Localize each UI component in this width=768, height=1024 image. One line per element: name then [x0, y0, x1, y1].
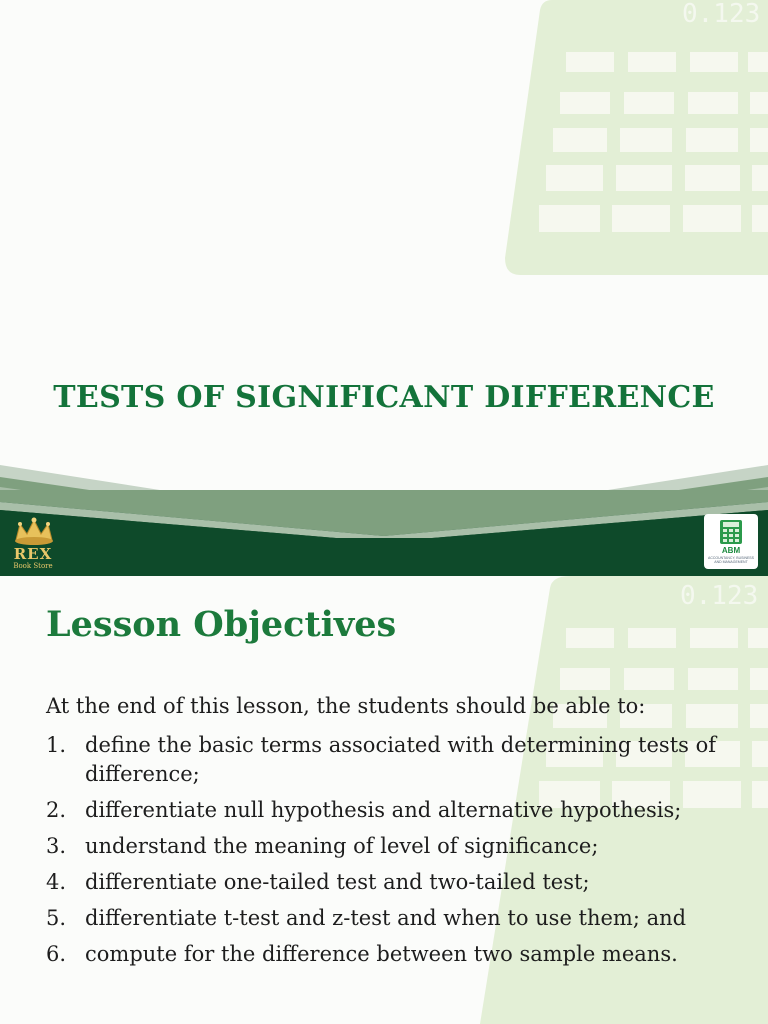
lesson-objectives-heading: Lesson Objectives	[46, 604, 397, 645]
list-item-number: 1.	[46, 733, 67, 757]
objectives-list	[46, 731, 726, 976]
list-item	[46, 796, 726, 825]
list-item-text: differentiate one-tailed test and two-tailed test;	[85, 870, 590, 894]
rex-logo-subtitle: Book Store	[13, 562, 53, 570]
rex-logo-name: REX	[13, 545, 53, 563]
abm-logo-name: ABM	[721, 546, 741, 555]
calc-display-text: 0.123	[682, 0, 761, 29]
list-item	[46, 731, 726, 789]
list-item-text: differentiate t-test and z-test and when to use them; and	[85, 906, 687, 930]
list-item-text: understand the meaning of level of significance;	[85, 834, 599, 858]
list-item-number: 2.	[46, 798, 67, 822]
banner-wedge	[0, 490, 768, 538]
list-item-number: 6.	[46, 942, 67, 966]
list-item	[46, 904, 726, 933]
list-item-text: compute for the difference between two sample means.	[85, 942, 678, 966]
list-item	[46, 832, 726, 861]
list-item-number: 3.	[46, 834, 67, 858]
list-item-text: differentiate null hypothesis and alternative hypothesis;	[85, 798, 682, 822]
list-item-number: 4.	[46, 870, 67, 894]
list-item	[46, 940, 726, 969]
abm-logo-subtitle: ACCOUNTANCY, BUSINESS AND MANAGEMENT	[708, 556, 754, 564]
calculator-icon	[719, 519, 743, 545]
abm-logo	[704, 514, 758, 569]
list-item	[46, 868, 726, 897]
slide-title: TESTS OF SIGNIFICANT DIFFERENCE	[53, 380, 715, 415]
list-item-number: 5.	[46, 906, 67, 930]
list-item-text: define the basic terms associated with determining tests of difference;	[85, 733, 717, 786]
calc-display-text-2: 0.123	[680, 581, 759, 611]
objectives-intro: At the end of this lesson, the students should be able to:	[46, 694, 646, 718]
